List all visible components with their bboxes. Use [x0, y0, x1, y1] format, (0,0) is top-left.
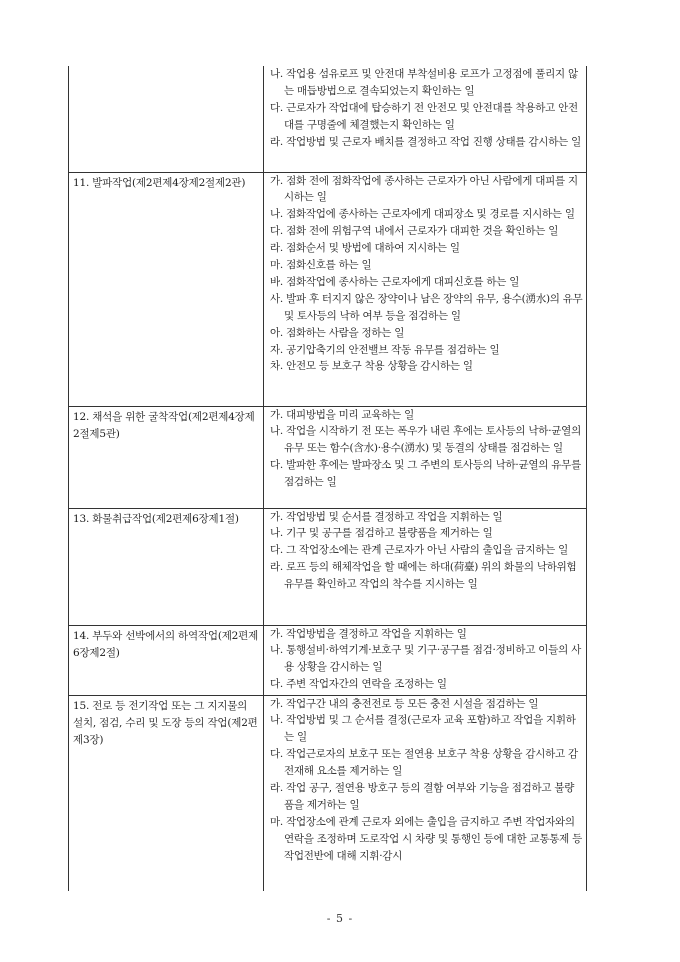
page-number: - 5 -	[326, 912, 354, 925]
duty-item: 라. 작업 공구, 절연용 방호구 등의 결함 여부와 기능을 점검하고 불량품을 제거하는 일	[270, 782, 575, 811]
task-label: 14. 부두와 선박에서의 하역작업(제2편제6장제2절)	[73, 629, 259, 659]
task-label: 13. 화물취급작업(제2편제6장제1절)	[73, 512, 239, 525]
task-cell	[69, 172, 264, 406]
duties-cell	[264, 172, 587, 406]
duty-item: 가. 대피방법을 미리 교육하는 일	[270, 408, 415, 421]
task-cell	[69, 508, 264, 625]
duty-item: 가. 작업방법을 결정하고 작업을 지휘하는 일	[270, 627, 467, 640]
duties-cell	[264, 406, 587, 508]
duty-item: 자. 공기압축기의 안전밸브 작동 유무를 점검하는 일	[270, 343, 500, 356]
task-cell	[69, 625, 264, 695]
duty-item: 나. 점화작업에 종사하는 근로자에게 대피장소 및 경로를 지시하는 일	[270, 208, 575, 221]
task-cell	[69, 66, 264, 172]
duties-table	[68, 66, 587, 891]
duty-item: 마. 점화신호를 하는 일	[270, 259, 372, 272]
task-label: 11. 발파작업(제2편제4장제2절제2관)	[73, 176, 246, 189]
table-row	[69, 695, 587, 891]
duty-item: 다. 발파한 후에는 발파장소 및 그 주변의 토사등의 낙하·균열의 유무를 점검하는 일	[270, 459, 581, 489]
duty-item: 다. 점화 전에 위험구역 내에서 근로자가 대피한 것을 확인하는 일	[270, 225, 559, 238]
duty-item: 바. 점화작업에 종사하는 근로자에게 대피신호를 하는 일	[270, 275, 520, 288]
table-row	[69, 508, 587, 625]
task-label	[69, 66, 263, 68]
task-label: 12. 채석을 위한 굴착작업(제2편제4장제2절제5관)	[73, 410, 255, 440]
document-page	[68, 66, 586, 891]
table-row	[69, 172, 587, 406]
duty-item: 다. 주변 작업자간의 연락을 조정하는 일	[270, 678, 447, 691]
duty-item: 가. 작업구간 내의 충전전로 등 모든 충전 시설을 점검하는 일	[270, 697, 539, 710]
task-cell	[69, 406, 264, 508]
duties-cell	[264, 625, 587, 695]
task-label: 15. 전로 등 전기작업 또는 그 지지물의 설치, 점검, 수리 및 도장 등의 작업(제2편제3장)	[73, 699, 258, 746]
duty-item: 아. 점화하는 사람을 정하는 일	[270, 326, 405, 339]
duty-item: 나. 기구 및 공구를 점검하고 불량품을 제거하는 일	[270, 527, 493, 540]
table-row	[69, 625, 587, 695]
duty-item: 라. 로프 등의 해체작업을 할 때에는 하대(荷臺) 위의 화물의 낙하위험 유무를 확인하고 작업의 착수를 지시하는 일	[270, 561, 577, 591]
table-row	[69, 406, 587, 508]
duty-item: 다. 근로자가 작업대에 탑승하기 전 안전모 및 안전대를 착용하고 안전대를 구명줄에 체결했는지 확인하는 일	[270, 101, 578, 131]
duty-item: 차. 안전모 등 보호구 착용 상황을 감시하는 일	[270, 360, 473, 373]
duty-item: 사. 발파 후 터지지 않은 장약이나 남은 장약의 유무, 용수(湧水)의 유무 및 토사등의 낙하 여부 등을 점검하는 일	[270, 292, 583, 322]
task-cell	[69, 695, 264, 891]
duties-cell	[264, 508, 587, 625]
duty-item: 나. 통행설비·하역기계·보호구 및 기구·공구를 점검·정비하고 이들의 사용 상황을 감시하는 일	[270, 644, 581, 674]
duties-cell	[264, 695, 587, 891]
duty-item: 마. 작업장소에 관계 근로자 외에는 출입을 금지하고 주변 작업자와의 연락을 조정하며 도로작업 시 차량 및 통행인 등에 대한 교통통제 등 작업전반에 대해 지휘·감시	[270, 815, 582, 862]
duty-item: 가. 점화 전에 점화작업에 종사하는 근로자가 아닌 사람에게 대피를 지시하는 일	[270, 174, 578, 204]
table-row	[69, 66, 587, 172]
duty-item: 라. 점화순서 및 방법에 대하여 지시하는 일	[270, 242, 460, 255]
duty-item: 나. 작업용 섬유로프 및 안전대 부착설비용 로프가 고정점에 풀리지 않는 매듭방법으로 결속되었는지 확인하는 일	[270, 68, 578, 97]
duty-item: 나. 작업방법 및 그 순서를 결정(근로자 교육 포함)하고 작업을 지휘하는 일	[270, 714, 576, 744]
duties-cell	[264, 66, 587, 172]
duty-item: 다. 작업근로자의 보호구 또는 절연용 보호구 착용 상황을 감시하고 감전재해 요소를 제거하는 일	[270, 748, 578, 778]
duty-item: 가. 작업방법 및 순서를 결정하고 작업을 지휘하는 일	[270, 510, 503, 523]
duty-item: 나. 작업을 시작하기 전 또는 폭우가 내린 후에는 토사등의 낙하·균열의 유무 또는 함수(含水)·용수(湧水) 및 동결의 상태를 점검하는 일	[270, 425, 581, 455]
duty-item: 라. 작업방법 및 근로자 배치를 결정하고 작업 진행 상태를 감시하는 일	[270, 135, 581, 148]
duty-item: 다. 그 작업장소에는 관계 근로자가 아닌 사람의 출입을 금지하는 일	[270, 544, 568, 557]
